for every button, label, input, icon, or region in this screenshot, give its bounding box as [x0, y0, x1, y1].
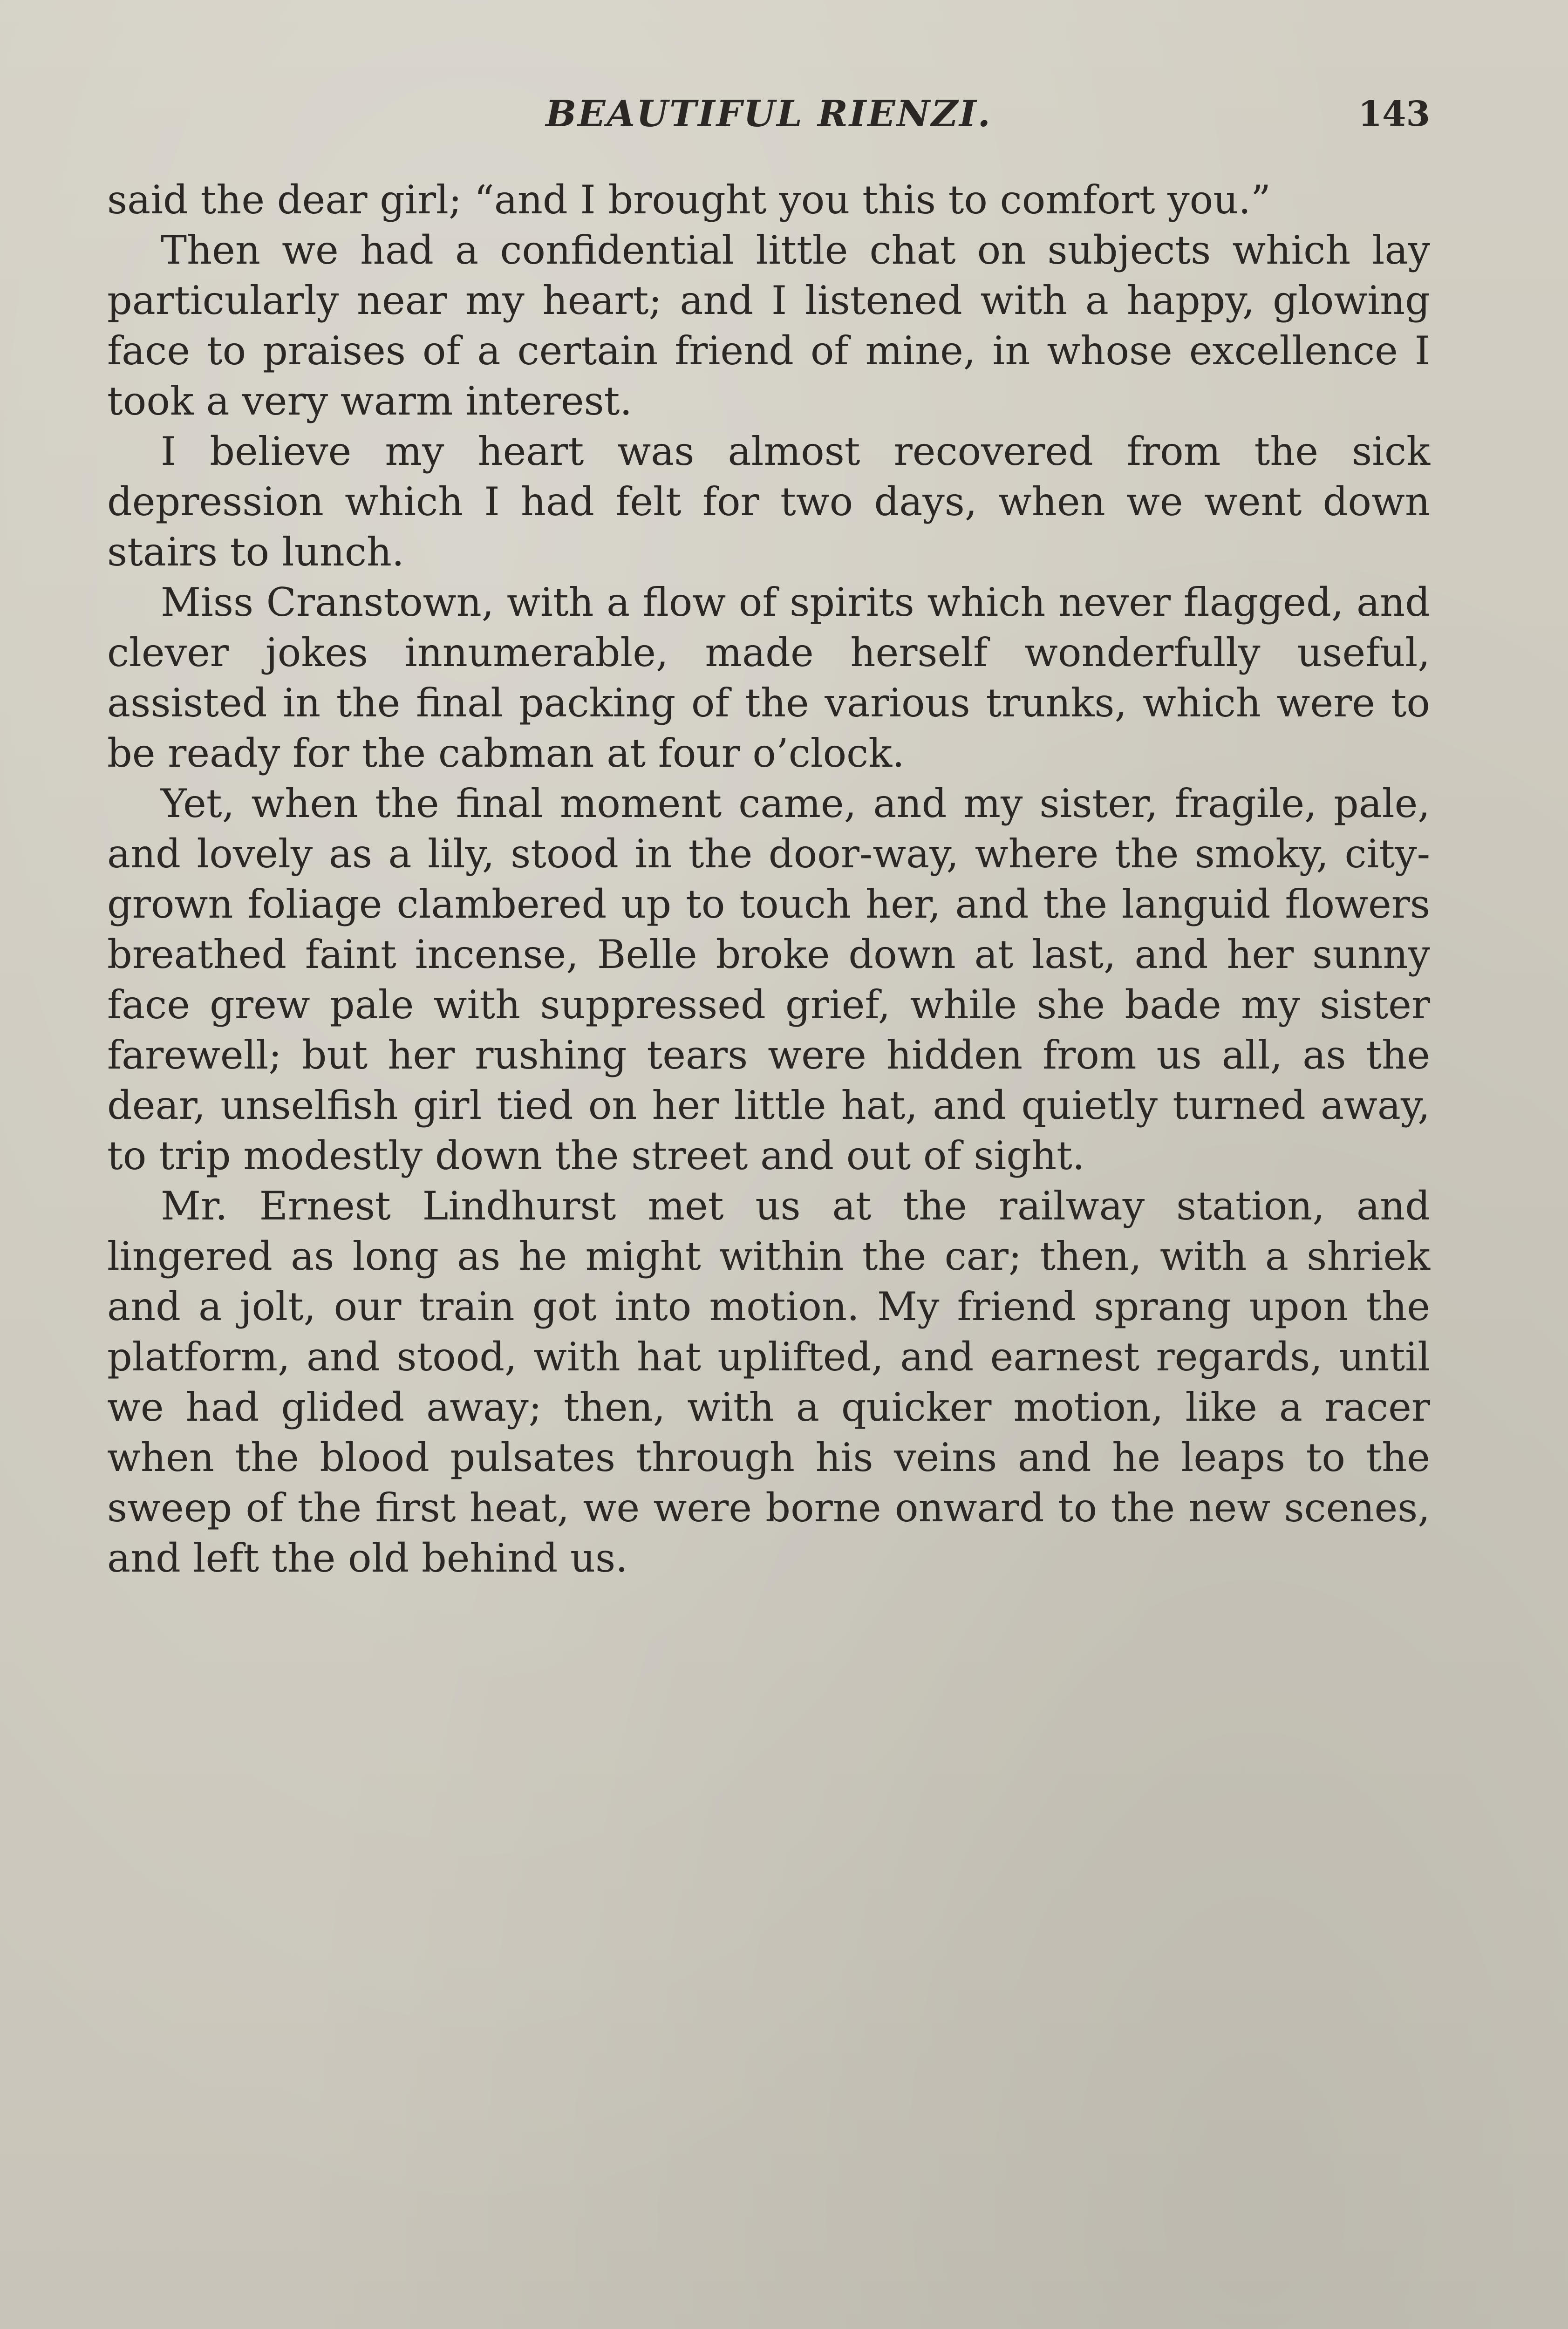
page-header	[107, 89, 1430, 140]
paragraph: I believe my heart was almost recovered from the sick depression which I had felt for two days, when we went down stairs to lunch.	[107, 429, 1430, 575]
paragraph: Miss Cranstown, with a flow of spirits which never flagged, and clever jokes innumerable, made herself wonderfully useful, assisted in the final packing of the various trunks, which were to be ready for the cabman at four o’clock.	[107, 579, 1430, 776]
paragraph: Yet, when the final moment came, and my sister, fragile, pale, and lovely as a lily, stood in the door-way, where the smoky, city-grown foliage clambered up to touch her, and the languid flowers breathed faint incense, Belle broke down at last, and her sunny face grew pale with suppressed grief, while she bade my sister farewell; but her rushing tears were hidden from us all, as the dear, unselfish girl tied on her little hat, and quietly turned away, to trip modestly down the street and out of sight.	[107, 781, 1430, 1178]
page-number: 143	[1358, 94, 1430, 134]
paragraph: Then we had a confidential little chat on subjects which lay particularly near my heart; and I listened with a happy, glowing face to praises of a certain friend of mine, in whose excellence I took a very warm interest.	[107, 227, 1430, 424]
running-title: BEAUTIFUL RIENZI.	[545, 93, 992, 135]
paragraph: Mr. Ernest Lindhurst met us at the railway station, and lingered as long as he might within the car; then, with a shriek and a jolt, our train got into motion. My friend sprang upon the platform, and stood, with hat uplifted, and earnest regards, until we had glided away; then, with a quicker motion, like a racer when the blood pulsates through his veins and he leaps to the sweep of the first heat, we were borne onward to the new scenes, and left the old behind us.	[107, 1183, 1430, 1581]
body-text	[107, 175, 1430, 1583]
paragraph: said the dear girl; “and I brought you this to comfort you.”	[107, 177, 1271, 223]
